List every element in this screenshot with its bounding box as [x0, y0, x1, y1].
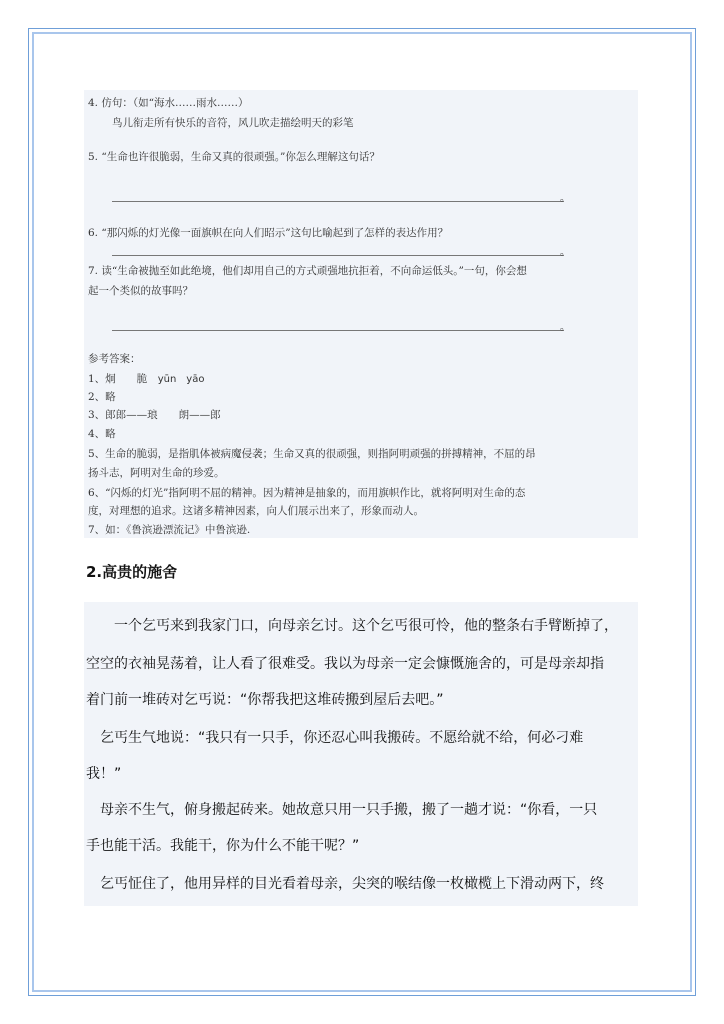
answer-line-5-end: 。: [560, 193, 570, 204]
exercise-block: [84, 90, 638, 538]
answer-line-7-end: 。: [560, 322, 570, 333]
question-4-sentence: 鸟儿衔走所有快乐的音符，风儿吹走描绘明天的彩笔: [112, 117, 354, 129]
story-line: 母亲不生气，俯身搬起砖来。她故意只用一只手搬，搬了一趟才说：“你看，一只: [86, 802, 598, 818]
answer-5-line1: 5、生命的脆弱，是指肌体被病魔侵袭；生命又真的很顽强，则指阿明顽强的拼搏精神，不屈的昂: [88, 448, 536, 460]
question-6: 6. “那闪烁的灯光像一面旗帜在向人们昭示”这句比喻起到了怎样的表达作用？: [88, 227, 449, 239]
answers-title: 参考答案：: [88, 353, 141, 365]
answer-line-6-end: 。: [560, 247, 570, 258]
story-block: [84, 602, 638, 906]
story-line: 着门前一堆砖对乞丐说：“你帮我把这堆砖搬到屋后去吧。”: [86, 692, 444, 708]
answer-4: 4、略: [88, 428, 116, 440]
question-4-title: 4. 仿句：（如“海水……雨水……）: [88, 97, 249, 109]
story-line: 我！”: [86, 766, 122, 782]
answer-2: 2、略: [88, 391, 116, 403]
answer-line-5[interactable]: [112, 201, 564, 202]
answer-3: 3、郎郎——琅 朗——郎: [88, 409, 221, 421]
question-7-line2: 起一个类似的故事吗？: [88, 285, 193, 297]
story-line: 一个乞丐来到我家门口，向母亲乞讨。这个乞丐很可怜，他的整条右手臂断掉了，: [86, 618, 618, 634]
question-7-line1: 7. 读“生命被抛至如此绝境，他们却用自己的方式顽强地抗拒着，不向命运低头。”一句，你会想: [88, 265, 527, 277]
section-heading: 2.高贵的施舍: [86, 563, 178, 581]
answer-6-line1: 6、“闪烁的灯光”指阿明不屈的精神。因为精神是抽象的，而用旗帜作比，就将阿明对生命的态: [88, 487, 526, 499]
answer-1: [88, 372, 204, 387]
story-line: 手也能干活。我能干，你为什么不能干呢？”: [86, 838, 360, 854]
story-line: 空空的衣袖晃荡着，让人看了很难受。我以为母亲一定会慷慨施舍的，可是母亲却指: [86, 656, 604, 672]
answer-line-7[interactable]: [112, 330, 564, 331]
answer-1-pinyin: yūn yāo: [157, 374, 205, 385]
answer-7: 7、如：《鲁滨逊漂流记》中鲁滨逊.: [88, 524, 251, 536]
answer-line-6[interactable]: [112, 255, 564, 256]
question-5: 5. “生命也许很脆弱，生命又真的很顽强。”你怎么理解这句话？: [88, 151, 380, 163]
story-line: 乞丐怔住了，他用异样的目光看着母亲，尖突的喉结像一枚橄榄上下滑动两下，终: [86, 876, 604, 892]
answer-1-text: 1、炯 脆: [88, 373, 158, 385]
answer-5-line2: 扬斗志，阿明对生命的珍爱。: [88, 467, 225, 479]
answer-6-line2: 度，对理想的追求。这诸多精神因素，向人们展示出来了，形象而动人。: [88, 505, 424, 517]
story-line: 乞丐生气地说：“我只有一只手，你还忍心叫我搬砖。不愿给就不给，何必刁难: [86, 730, 584, 746]
